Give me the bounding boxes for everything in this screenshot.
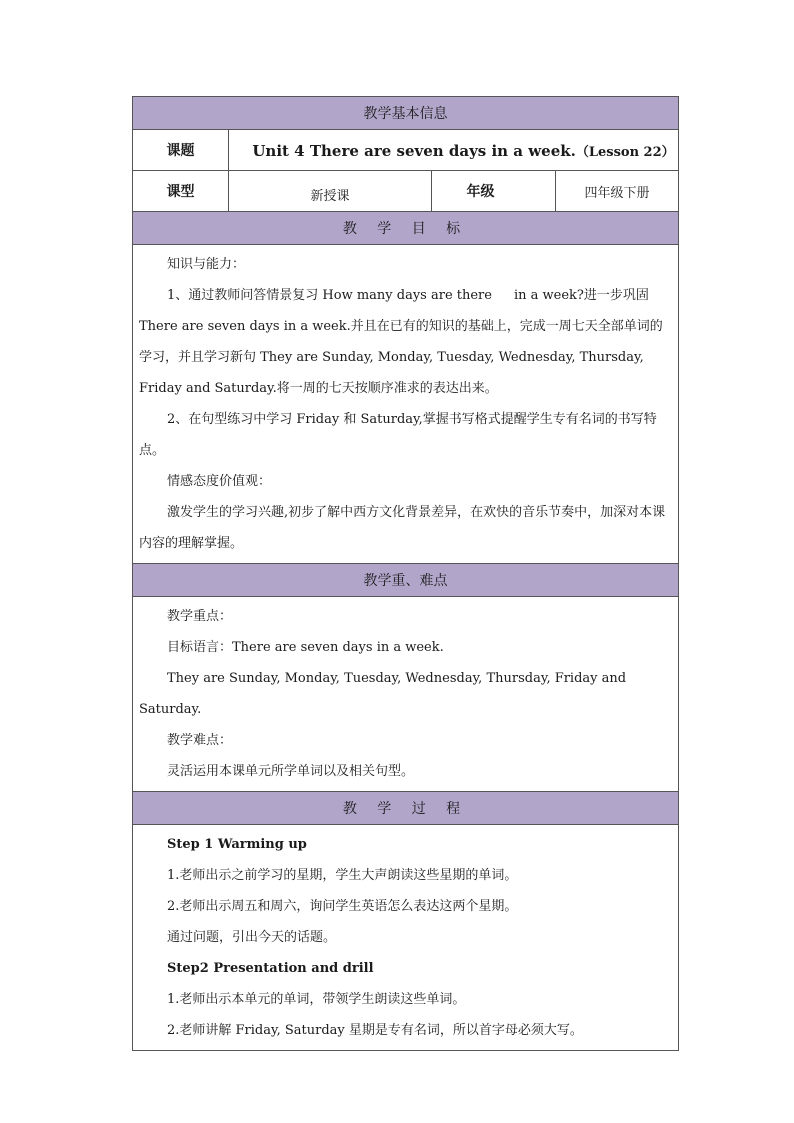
step2-line-1: 1.老师出示本单元的单词，带领学生朗读这些单词。: [167, 992, 466, 1007]
objectives-body: [133, 245, 679, 564]
step1-line-1: 1.老师出示之前学习的星期，学生大声朗读这些星期的单词。: [167, 868, 518, 883]
days-sentence: They are Sunday, Monday, Tuesday, Wednesday, Thursday, Friday and Saturday.: [139, 671, 627, 717]
objective-item-1b: in a week?进一步巩固 There are seven days in a week.并且在已有的知识的基础上，完成一周七天全部单词的学习，并且学习新句 They are Sunday, Monday, Tuesday, Wednesday, Thursday, Friday and Saturday.将一周的七天按顺序准求的表达出来。: [139, 288, 663, 396]
target-language: 目标语言：There are seven days in a week.: [167, 640, 444, 655]
difficulty-text: 灵活运用本课单元所学单词以及相关句型。: [167, 764, 415, 779]
lesson-plan-table: [132, 96, 679, 1051]
process-body: [133, 825, 679, 1051]
process-body-row: [133, 825, 679, 1051]
step2-title: Step2 Presentation and drill: [167, 961, 374, 976]
lesson-number: （Lesson 22）: [575, 144, 675, 160]
keypoints-body-row: [133, 597, 679, 792]
lesson-title: [229, 130, 679, 171]
type-label: 课型: [133, 171, 229, 212]
step1-line-2: 2.老师出示周五和周六，询问学生英语怎么表达这两个星期。: [167, 899, 518, 914]
process-header-row: [133, 792, 679, 825]
step1-title: Step 1 Warming up: [167, 837, 307, 852]
type-value: 新授课: [229, 171, 432, 212]
keypoints-body: [133, 597, 679, 792]
objectives-header-row: [133, 212, 679, 245]
objective-item-2: 2、在句型练习中学习 Friday 和 Saturday,掌握书写格式提醒学生专有名词的书写特点。: [139, 412, 657, 458]
step1-line-3: 通过问题，引出今天的话题。: [167, 930, 337, 945]
info-header: 教学基本信息: [133, 97, 679, 130]
topic-row: [133, 130, 679, 171]
type-row: [133, 171, 679, 212]
process-header-text: 教 学 过 程: [342, 801, 469, 817]
lesson-title-text: Unit 4 There are seven days in a week.: [252, 141, 576, 160]
process-header: [133, 792, 679, 825]
grade-value: 四年级下册: [556, 171, 679, 212]
info-header-row: [133, 97, 679, 130]
objective-item-1a: 1、通过教师问答情景复习 How many days are there: [167, 288, 492, 303]
objective-item-1: [139, 280, 672, 404]
lesson-plan-sheet: [132, 96, 678, 1051]
topic-label: 课题: [133, 130, 229, 171]
emotion-text: 激发学生的学习兴趣,初步了解中西方文化背景差异，在欢快的音乐节奏中，加深对本课内容的理解掌握。: [139, 505, 666, 551]
difficulty-title: 教学难点：: [167, 733, 233, 748]
objectives-body-row: [133, 245, 679, 564]
grade-label: 年级: [432, 171, 556, 212]
objectives-header: [133, 212, 679, 245]
keypoints-header: 教学重、难点: [133, 564, 679, 597]
knowledge-title: 知识与能力：: [167, 257, 246, 272]
objectives-header-text: 教 学 目 标: [342, 221, 469, 237]
emotion-title: 情感态度价值观：: [167, 474, 272, 489]
step2-line-2: 2.老师讲解 Friday, Saturday 星期是专有名词，所以首字母必须大写。: [167, 1023, 583, 1038]
keypoints-header-row: [133, 564, 679, 597]
focus-title: 教学重点：: [167, 609, 233, 624]
